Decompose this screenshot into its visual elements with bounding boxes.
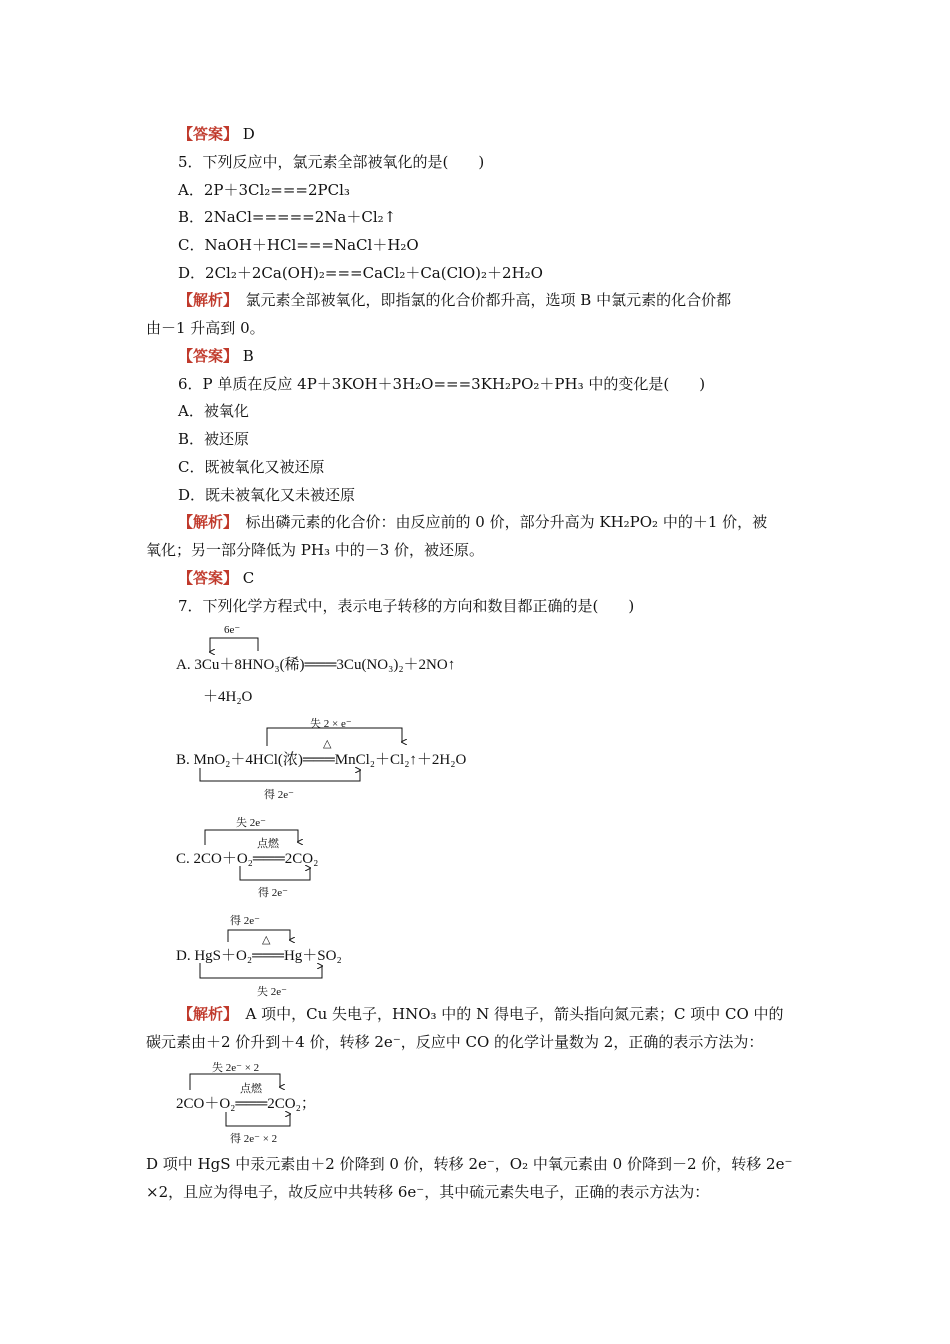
q5-option-b: B．2NaCl=====2Na＋Cl₂↑ <box>178 208 397 226</box>
q5-analysis-line1 <box>178 290 731 310</box>
q5-option-c: C．NaOH＋HCl===NaCl＋H₂O <box>178 236 419 254</box>
q7-stem: 7．下列化学方程式中，表示电子转移的方向和数目都正确的是( ) <box>178 597 635 615</box>
q6-option-d: D．既未被氧化又未被还原 <box>178 486 356 504</box>
q5-analysis-line2: 由－1 升高到 0。 <box>146 319 265 337</box>
correct-top-arrow <box>190 1074 280 1090</box>
optD-equation: D. HgS＋O₂═══Hg＋SO₂ <box>176 948 342 964</box>
q4-answer-line <box>178 124 255 144</box>
optB-bottom-label: 得 2e⁻ <box>264 789 294 801</box>
answer-tag: 【答案】 <box>178 125 239 143</box>
q6-stem: 6．P 单质在反应 4P＋3KOH＋3H₂O===3KH₂PO₂＋PH₃ 中的变化是( ) <box>178 375 706 393</box>
optA-equation: A. 3Cu＋8HNO₃(稀)═══3Cu(NO₃)₂＋2NO↑ <box>176 657 456 673</box>
optD-top-arrow <box>228 930 290 942</box>
analysis-tag: 【解析】 <box>178 1005 231 1023</box>
correct-bottom-arrow <box>226 1112 290 1126</box>
correct-bottom-label: 得 2e⁻ × 2 <box>230 1133 278 1145</box>
optB-condition: △ <box>323 738 332 750</box>
optC-equation: C. 2CO＋O₂═══2CO₂ <box>176 851 319 867</box>
q7-analysis-line1 <box>178 1004 784 1024</box>
analysis-text: 标出磷元素的化合价：由反应前的 0 价，部分升高为 KH₂PO₂ 中的＋1 价，被 <box>230 513 768 531</box>
q6-option-a: A．被氧化 <box>178 402 249 420</box>
q5-option-d: D．2Cl₂＋2Ca(OH)₂===CaCl₂＋Ca(ClO)₂＋2H₂O <box>178 264 543 282</box>
optD-bottom-label: 失 2e⁻ <box>257 986 287 998</box>
optC-bottom-label: 得 2e⁻ <box>258 887 288 899</box>
q5-option-a: A．2P＋3Cl₂===2PCl₃ <box>178 181 350 199</box>
q7-analysis-line4: ×2，且应为得电子，故反应中共转移 6e⁻，其中硫元素失电子，正确的表示方法为： <box>146 1183 710 1201</box>
optA-label: 6e⁻ <box>224 624 241 636</box>
analysis-text: A 项中，Cu 失电子，HNO₃ 中的 N 得电子，箭头指向氮元素；C 项中 CO 中的 <box>230 1005 784 1023</box>
q6-analysis-line2: 氧化；另一部分降低为 PH₃ 中的－3 价，被还原。 <box>146 541 485 559</box>
answer-tag: 【答案】 <box>178 347 239 365</box>
optD-bottom-arrow <box>200 963 322 978</box>
optC-top-arrow <box>205 830 298 845</box>
optA-equation-cont: ＋4H₂O <box>203 689 253 705</box>
q6-option-c: C．既被氧化又被还原 <box>178 458 325 476</box>
correct-equation: 2CO＋O₂═══2CO₂； <box>176 1096 316 1112</box>
optC-condition: 点燃 <box>257 838 279 850</box>
optB-equation: B. MnO₂＋4HCl(浓)═══MnCl₂＋Cl₂↑＋2H₂O <box>176 752 467 768</box>
answer-value: C <box>242 569 255 587</box>
optD-top-label: 得 2e⁻ <box>230 915 260 927</box>
q7-analysis-line3: D 项中 HgS 中汞元素由＋2 价降到 0 价，转移 2e⁻，O₂ 中氧元素由 0 价降到－2 价，转移 2e⁻ <box>146 1155 793 1173</box>
optD-condition: △ <box>262 934 271 946</box>
analysis-tag: 【解析】 <box>178 513 231 531</box>
q5-stem: 5．下列反应中，氯元素全部被氧化的是( ) <box>178 153 485 171</box>
answer-value: D <box>242 125 255 143</box>
q6-answer-line <box>178 568 254 588</box>
answer-tag: 【答案】 <box>178 569 239 587</box>
optB-bottom-arrow <box>200 768 360 781</box>
analysis-tag: 【解析】 <box>178 291 231 309</box>
answer-value: B <box>242 347 254 365</box>
q5-answer-line <box>178 346 254 366</box>
q6-option-b: B．被还原 <box>178 430 250 448</box>
correct-top-label: 失 2e⁻ × 2 <box>212 1062 260 1074</box>
optA-arrow <box>210 638 258 651</box>
analysis-text: 氯元素全部被氧化，即指氯的化合价都升高，选项 B 中氯元素的化合价都 <box>230 291 732 309</box>
optC-top-label: 失 2e⁻ <box>236 817 266 829</box>
optC-bottom-arrow <box>240 866 310 880</box>
optB-top-label: 失 2 × e⁻ <box>310 718 352 730</box>
q6-analysis-line1 <box>178 512 767 532</box>
q7-analysis-line2: 碳元素由＋2 价升到＋4 价，转移 2e⁻，反应中 CO 的化学计量数为 2，正确的表示方法为： <box>146 1033 764 1051</box>
correct-condition: 点燃 <box>240 1083 262 1095</box>
